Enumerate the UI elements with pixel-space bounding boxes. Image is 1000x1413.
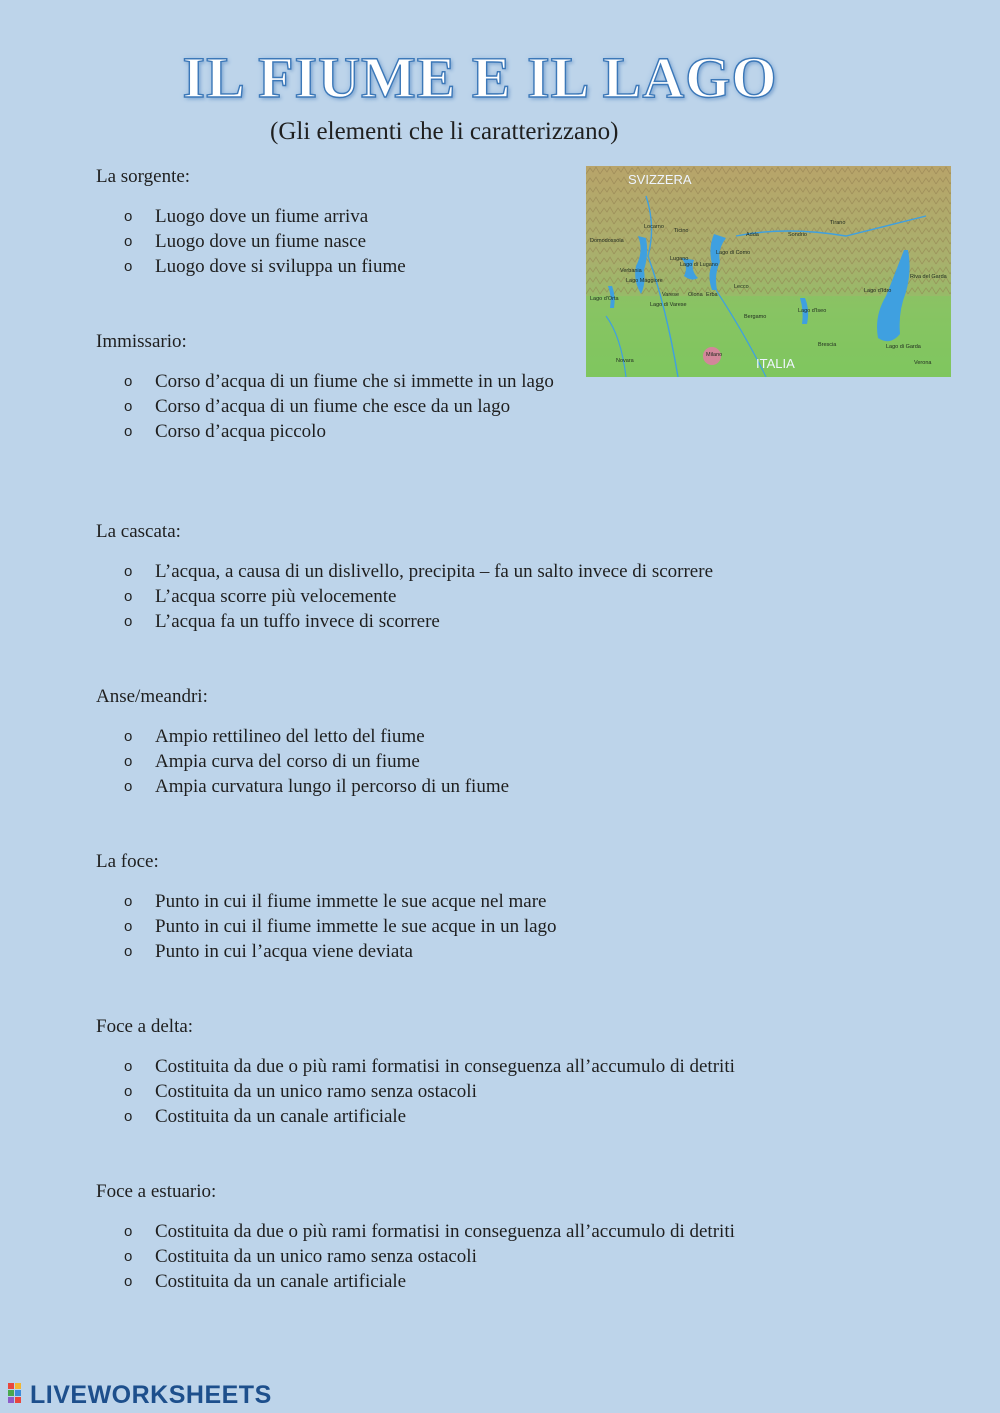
answer-option[interactable] bbox=[124, 369, 564, 394]
map-place-label: Tirano bbox=[830, 220, 846, 226]
map-place-label: Varese bbox=[662, 292, 680, 298]
answer-option[interactable] bbox=[124, 1079, 735, 1104]
map-place-label: Adda bbox=[746, 232, 759, 238]
question-label: Anse/meandri: bbox=[96, 686, 208, 707]
map-place-label: Lago Maggiore bbox=[626, 278, 663, 284]
answer-option[interactable] bbox=[124, 774, 509, 799]
lakes-map-image bbox=[586, 166, 951, 377]
answer-option[interactable] bbox=[124, 1244, 735, 1269]
map-place-label: Milano bbox=[706, 352, 723, 358]
map-label-italia: ITALIA bbox=[756, 356, 795, 371]
answer-option[interactable] bbox=[124, 914, 557, 939]
liveworksheets-logo bbox=[8, 1382, 272, 1408]
answer-option-text: Costituita da un unico ramo senza ostacoli bbox=[155, 1081, 477, 1102]
answer-option-text: Ampio rettilineo del letto del fiume bbox=[155, 726, 425, 747]
answer-options-list bbox=[124, 724, 509, 799]
question-label: La cascata: bbox=[96, 521, 181, 542]
answer-option-text: Costituita da un unico ramo senza ostacoli bbox=[155, 1246, 477, 1267]
map-place-label: Lago di Varese bbox=[650, 302, 687, 308]
map-place-label: Sondrio bbox=[788, 232, 807, 238]
question-label: Foce a delta: bbox=[96, 1016, 194, 1037]
radio-circle-icon[interactable]: o bbox=[124, 753, 133, 770]
radio-circle-icon[interactable]: o bbox=[124, 918, 133, 935]
footer-brand: LIVEWORKSHEETS bbox=[30, 1380, 272, 1409]
answer-option-text: Costituita da un canale artificiale bbox=[155, 1106, 407, 1127]
map-place-label: Verbania bbox=[620, 268, 642, 274]
page-subtitle: (Gli elementi che li caratterizzano) bbox=[270, 118, 619, 145]
answer-options-list bbox=[124, 559, 713, 634]
map-place-label: Lago d'Iseo bbox=[798, 308, 827, 314]
map-place-label: Brescia bbox=[818, 342, 837, 348]
radio-circle-icon[interactable]: o bbox=[124, 398, 133, 415]
answer-option-text: Luogo dove un fiume nasce bbox=[155, 231, 367, 252]
map-place-label: Ticino bbox=[674, 228, 689, 234]
answer-option[interactable] bbox=[124, 889, 557, 914]
answer-options-list bbox=[124, 889, 557, 964]
radio-circle-icon[interactable]: o bbox=[124, 893, 133, 910]
map-place-label: Erba bbox=[706, 292, 718, 298]
map-place-label: Domodossola bbox=[590, 238, 624, 244]
answer-option[interactable] bbox=[124, 584, 713, 609]
radio-circle-icon[interactable]: o bbox=[124, 1223, 133, 1240]
page-title: IL FIUME E IL LAGO bbox=[182, 45, 778, 110]
liveworksheets-logo-icon bbox=[8, 1383, 30, 1407]
answer-option-text: Costituita da un canale artificiale bbox=[155, 1271, 407, 1292]
map-place-label: Lago di Lugano bbox=[680, 262, 718, 268]
radio-circle-icon[interactable]: o bbox=[124, 1058, 133, 1075]
radio-circle-icon[interactable]: o bbox=[124, 208, 133, 225]
radio-circle-icon[interactable]: o bbox=[124, 233, 133, 250]
answer-option-text: Punto in cui il fiume immette le sue acque in un lago bbox=[155, 916, 557, 937]
answer-option[interactable] bbox=[124, 724, 509, 749]
question-label: Immissario: bbox=[96, 331, 187, 352]
answer-options-list bbox=[124, 204, 406, 279]
map-place-label: Lago d'Idro bbox=[864, 288, 892, 294]
map-label-svizzera: SVIZZERA bbox=[628, 172, 692, 187]
question-label: La sorgente: bbox=[96, 166, 191, 187]
radio-circle-icon[interactable]: o bbox=[124, 613, 133, 630]
map-place-label: Lecco bbox=[734, 284, 749, 290]
answer-option-text: Corso d’acqua di un fiume che esce da un lago bbox=[155, 396, 511, 417]
radio-circle-icon[interactable]: o bbox=[124, 563, 133, 580]
answer-option[interactable] bbox=[124, 1104, 735, 1129]
answer-option-text: L’acqua, a causa di un dislivello, precipita – fa un salto invece di scorrere bbox=[155, 561, 714, 582]
answer-option-text: Costituita da due o più rami formatisi in conseguenza all’accumulo di detriti bbox=[155, 1221, 735, 1242]
answer-options-list bbox=[124, 1219, 735, 1294]
answer-option[interactable] bbox=[124, 204, 406, 229]
map-place-label: Lago di Como bbox=[716, 250, 751, 256]
answer-option[interactable] bbox=[124, 749, 509, 774]
answer-option[interactable] bbox=[124, 609, 713, 634]
map-place-label: Locarno bbox=[644, 224, 664, 230]
map-place-label: Verona bbox=[914, 360, 932, 366]
map-place-label: Lago di Garda bbox=[886, 344, 921, 350]
radio-circle-icon[interactable]: o bbox=[124, 1083, 133, 1100]
answer-option-text: Corso d’acqua piccolo bbox=[155, 421, 326, 442]
answer-option[interactable] bbox=[124, 1054, 735, 1079]
radio-circle-icon[interactable]: o bbox=[124, 373, 133, 390]
answer-option[interactable] bbox=[124, 254, 406, 279]
answer-option-text: Luogo dove si sviluppa un fiume bbox=[155, 256, 406, 277]
radio-circle-icon[interactable]: o bbox=[124, 258, 133, 275]
answer-option[interactable] bbox=[124, 939, 557, 964]
answer-option-text: Costituita da due o più rami formatisi in conseguenza all’accumulo di detriti bbox=[155, 1056, 735, 1077]
answer-options-list bbox=[124, 369, 564, 444]
answer-option[interactable] bbox=[124, 419, 564, 444]
answer-option-text: Punto in cui il fiume immette le sue acque nel mare bbox=[155, 891, 547, 912]
radio-circle-icon[interactable]: o bbox=[124, 778, 133, 795]
question-label: La foce: bbox=[96, 851, 159, 872]
map-place-label: Novara bbox=[616, 358, 634, 364]
question-label: Foce a estuario: bbox=[96, 1181, 217, 1202]
radio-circle-icon[interactable]: o bbox=[124, 943, 133, 960]
map-place-label: Riva del Garda bbox=[910, 274, 947, 280]
radio-circle-icon[interactable]: o bbox=[124, 1108, 133, 1125]
answer-option[interactable] bbox=[124, 1219, 735, 1244]
answer-option-text: Ampia curvatura lungo il percorso di un fiume bbox=[155, 776, 510, 797]
radio-circle-icon[interactable]: o bbox=[124, 1248, 133, 1265]
map-place-label: Bergamo bbox=[744, 314, 767, 320]
answer-option-text: Luogo dove un fiume arriva bbox=[155, 206, 369, 227]
answer-option[interactable] bbox=[124, 559, 713, 584]
answer-option[interactable] bbox=[124, 1269, 735, 1294]
radio-circle-icon[interactable]: o bbox=[124, 423, 133, 440]
answer-option-text: Punto in cui l’acqua viene deviata bbox=[155, 941, 413, 962]
radio-circle-icon[interactable]: o bbox=[124, 728, 133, 745]
radio-circle-icon[interactable]: o bbox=[124, 1273, 133, 1290]
map-place-label: Olona bbox=[688, 292, 703, 298]
map-place-label: Lugano bbox=[670, 256, 689, 262]
answer-option-text: Corso d’acqua di un fiume che si immette in un lago bbox=[155, 371, 554, 392]
answer-option-text: L’acqua scorre più velocemente bbox=[155, 586, 397, 607]
answer-option-text: Ampia curva del corso di un fiume bbox=[155, 751, 420, 772]
answer-option[interactable] bbox=[124, 229, 406, 254]
radio-circle-icon[interactable]: o bbox=[124, 588, 133, 605]
map-place-label: Lago d'Orta bbox=[590, 296, 619, 302]
answer-options-list bbox=[124, 1054, 735, 1129]
answer-option-text: L’acqua fa un tuffo invece di scorrere bbox=[155, 611, 440, 632]
answer-option[interactable] bbox=[124, 394, 564, 419]
